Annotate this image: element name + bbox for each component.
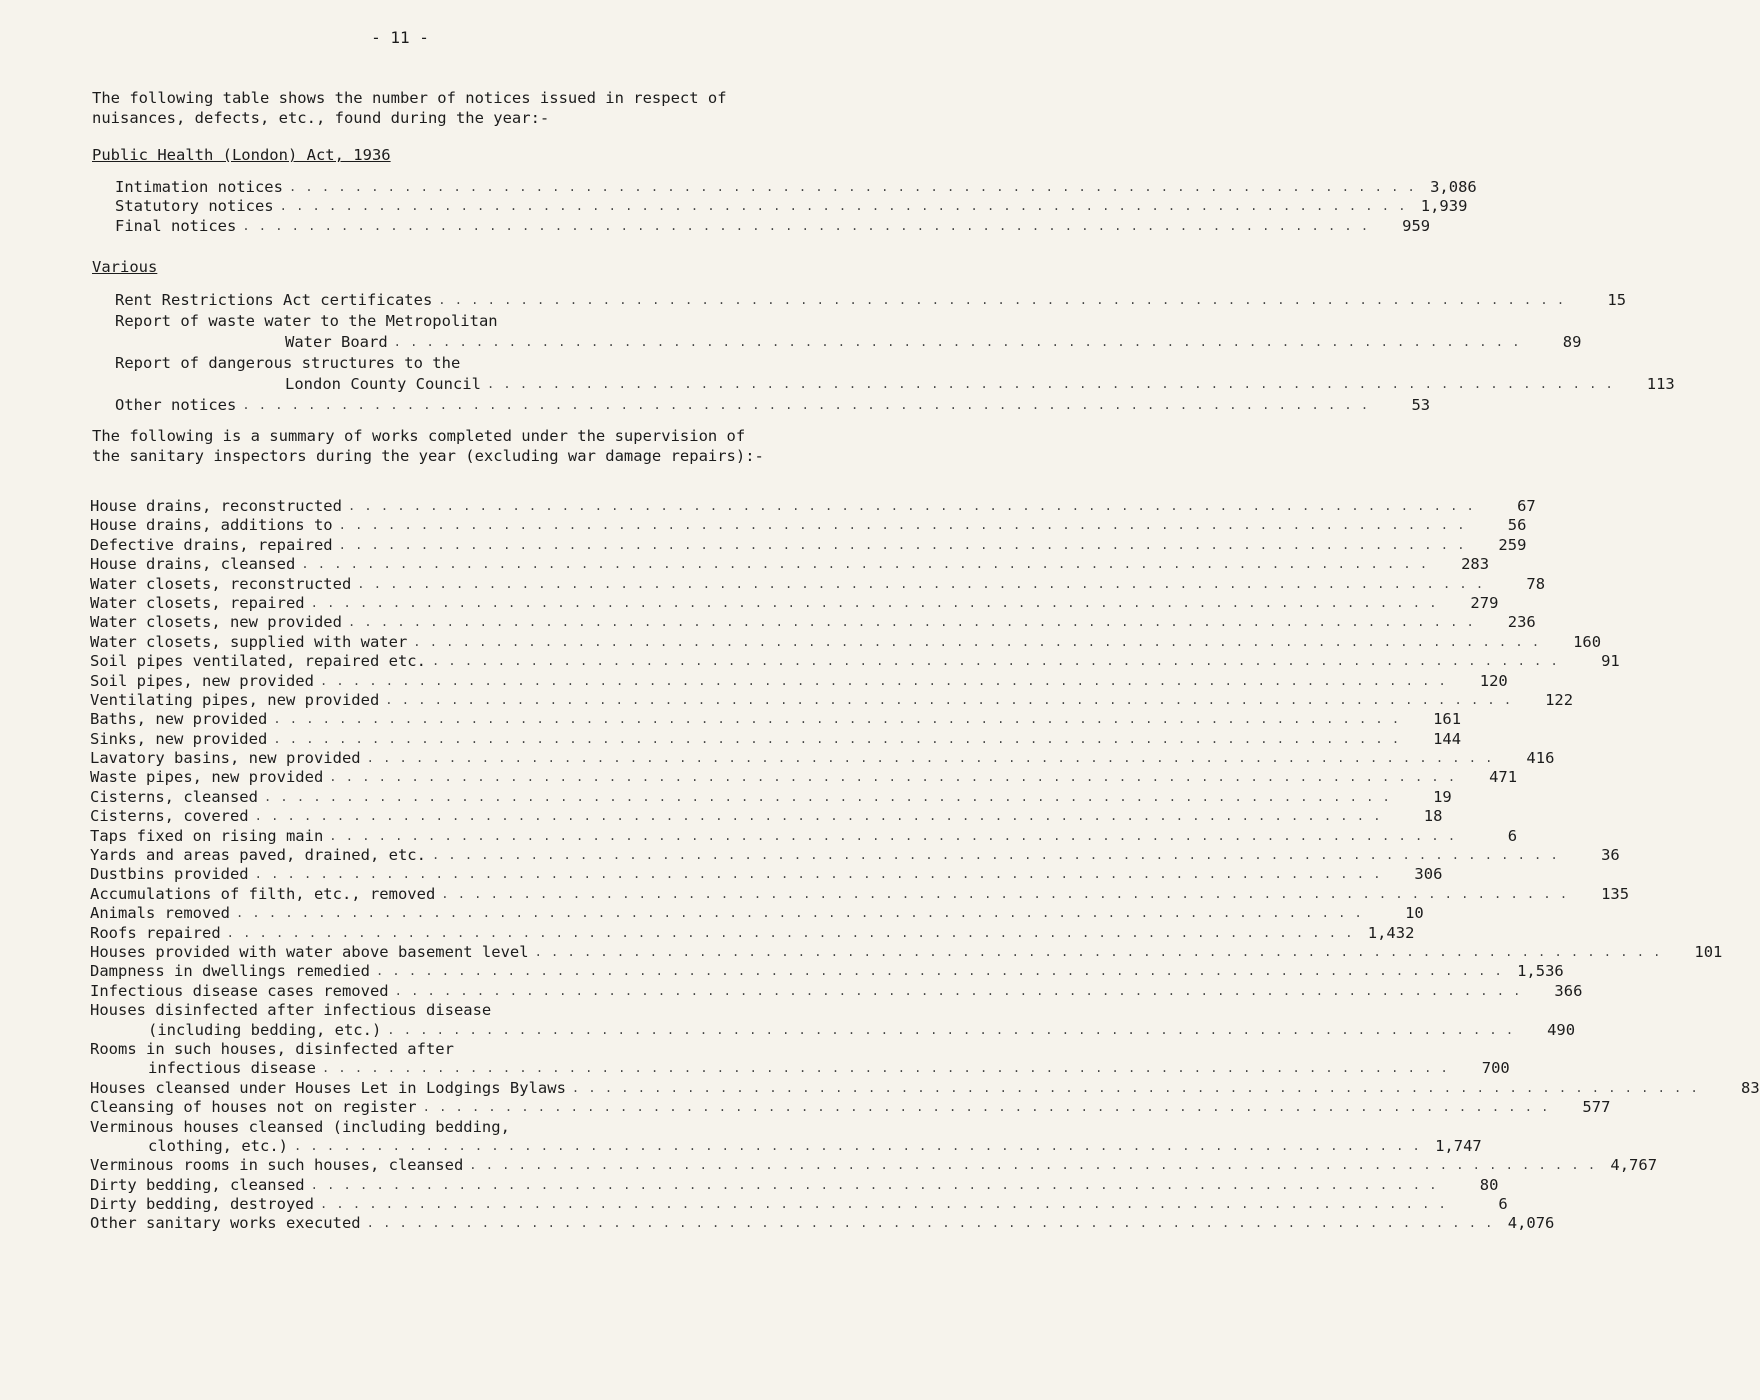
leader-dots: . . . . . . . . . . . . . . . . . . . . . . . . . . . . . . . . . . . . . . . . . . . . . . . . . . . . . . . . . . . . . . . . . . . . . <box>393 335 1521 349</box>
table-row <box>90 652 1620 671</box>
leader-dots: . . . . . . . . . . . . . . . . . . . . . . . . . . . . . . . . . . . . . . . . . . . . . . . . . . . . . . . . . . . . . . . . . . . . . <box>329 770 1457 785</box>
row-label: Other notices <box>115 396 237 414</box>
row-value: 490 <box>1547 1020 1576 1039</box>
summary-paragraph: The following is a summary of works completed under the supervision of the sanitary inspectors during the year (excluding war damage repairs):- <box>92 427 764 465</box>
row-value: 6 <box>1507 826 1518 845</box>
table-row <box>90 516 1527 535</box>
leader-dots: . . . . . . . . . . . . . . . . . . . . . . . . . . . . . . . . . . . . . . . . . . . . . . . . . . . . . . . . . . . . . . . . . . . . . <box>319 1197 1447 1212</box>
row-label: Water closets, repaired <box>90 593 305 612</box>
row-value: 259 <box>1498 535 1527 554</box>
row-value: 83 <box>1741 1078 1760 1097</box>
row-label: Lavatory basins, new provided <box>90 749 361 768</box>
table-row-label-line: Rooms in such houses, disinfected after <box>90 1039 454 1058</box>
table-row <box>90 923 1415 943</box>
leader-dots: . . . . . . . . . . . . . . . . . . . . . . . . . . . . . . . . . . . . . . . . . . . . . . . . . . . . . . . . . . . . . . . . . . . . . <box>338 537 1466 552</box>
table-row-label-line: Verminous houses cleansed (including bedding, <box>90 1117 510 1136</box>
various-table <box>115 290 1675 416</box>
table-row <box>90 535 1527 555</box>
row-value: 10 <box>1405 904 1424 923</box>
row-value: 959 <box>1402 216 1431 235</box>
row-label: House drains, additions to <box>90 516 333 535</box>
table-row <box>90 1059 1510 1078</box>
leader-dots: . . . . . . . . . . . . . . . . . . . . . . . . . . . . . . . . . . . . . . . . . . . . . . . . . . . . . . . . . . . . . . . . . . . . . <box>394 983 1522 998</box>
table-row <box>115 216 1431 236</box>
table-row <box>90 768 1518 787</box>
table-row <box>90 904 1424 923</box>
row-value: 89 <box>1562 333 1582 351</box>
row-value: 18 <box>1423 807 1443 826</box>
table-row <box>90 942 1723 962</box>
row-value: 80 <box>1479 1175 1499 1194</box>
table-row-label-line: Houses disinfected after infectious disease <box>90 1001 492 1020</box>
table-row <box>90 1195 1508 1214</box>
leader-dots: . . . . . . . . . . . . . . . . . . . . . . . . . . . . . . . . . . . . . . . . . . . . . . . . . . . . . . . . . . . . . . . . . . . . . <box>469 1158 1597 1173</box>
table-row <box>90 787 1452 807</box>
row-value: 144 <box>1433 729 1462 748</box>
various-heading: Various <box>92 258 158 276</box>
row-label: House drains, reconstructed <box>90 496 342 515</box>
row-label: (including bedding, etc.) <box>148 1020 382 1039</box>
row-value: 36 <box>1601 846 1620 865</box>
leader-dots: . . . . . . . . . . . . . . . . . . . . . . . . . . . . . . . . . . . . . . . . . . . . . . . . . . . . . . . . . . . . . . . . . . . . . <box>571 1080 1699 1095</box>
leader-dots: . . . . . . . . . . . . . . . . . . . . . . . . . . . . . . . . . . . . . . . . . . . . . . . . . . . . . . . . . . . . . . . . . . . . . <box>321 1061 1449 1076</box>
row-value: 279 <box>1470 593 1499 612</box>
row-value: 306 <box>1414 865 1443 884</box>
table-row <box>90 826 1518 846</box>
row-label: Accumulations of filth, etc., removed <box>90 884 436 903</box>
row-label: Sinks, new provided <box>90 729 268 748</box>
row-label: Water Board <box>285 333 388 351</box>
row-label: Statutory notices <box>115 197 274 216</box>
table-row <box>90 632 1602 652</box>
leader-dots: . . . . . . . . . . . . . . . . . . . . . . . . . . . . . . . . . . . . . . . . . . . . . . . . . . . . . . . . . . . . . . . . . . . . . <box>486 377 1614 391</box>
leader-dots: . . . . . . . . . . . . . . . . . . . . . . . . . . . . . . . . . . . . . . . . . . . . . . . . . . . . . . . . . . . . . . . . . . . . . <box>279 199 1407 214</box>
table-row <box>90 1078 1760 1098</box>
table-row <box>90 1214 1555 1233</box>
row-label: Animals removed <box>90 904 230 923</box>
row-value: 53 <box>1411 396 1431 414</box>
leader-dots: . . . . . . . . . . . . . . . . . . . . . . . . . . . . . . . . . . . . . . . . . . . . . . . . . . . . . . . . . . . . . . . . . . . . . <box>357 576 1485 591</box>
table-row <box>90 690 1574 710</box>
row-value: 1,747 <box>1435 1136 1482 1155</box>
intro-paragraph: The following table shows the number of notices issued in respect of nuisances, defects, etc., found during the year:- <box>92 89 727 127</box>
table-row <box>90 1098 1611 1117</box>
table-row <box>90 613 1536 632</box>
row-value: 416 <box>1526 749 1555 768</box>
public-health-heading: Public Health (London) Act, 1936 <box>92 146 391 164</box>
table-row <box>115 197 1468 216</box>
table-row <box>90 671 1508 691</box>
row-label: Cisterns, covered <box>90 807 249 826</box>
table-row <box>90 1020 1576 1040</box>
row-label: Yards and areas paved, drained, etc. <box>90 846 426 865</box>
table-row <box>90 807 1443 826</box>
row-value: 78 <box>1526 574 1546 593</box>
leader-dots: . . . . . . . . . . . . . . . . . . . . . . . . . . . . . . . . . . . . . . . . . . . . . . . . . . . . . . . . . . . . . . . . . . . . . <box>385 692 1513 707</box>
row-value: 91 <box>1601 652 1620 671</box>
leader-dots: . . . . . . . . . . . . . . . . . . . . . . . . . . . . . . . . . . . . . . . . . . . . . . . . . . . . . . . . . . . . . . . . . . . . . <box>534 944 1662 959</box>
leader-dots: . . . . . . . . . . . . . . . . . . . . . . . . . . . . . . . . . . . . . . . . . . . . . . . . . . . . . . . . . . . . . . . . . . . . . <box>366 1216 1494 1231</box>
row-value: 236 <box>1507 613 1536 632</box>
leader-dots: . . . . . . . . . . . . . . . . . . . . . . . . . . . . . . . . . . . . . . . . . . . . . . . . . . . . . . . . . . . . . . . . . . . . . <box>293 1138 1421 1153</box>
leader-dots: . . . . . . . . . . . . . . . . . . . . . . . . . . . . . . . . . . . . . . . . . . . . . . . . . . . . . . . . . . . . . . . . . . . . . <box>413 634 1541 649</box>
table-row <box>115 290 1627 311</box>
row-label: Dustbins provided <box>90 865 249 884</box>
row-label: Roofs repaired <box>90 923 221 942</box>
leader-dots: . . . . . . . . . . . . . . . . . . . . . . . . . . . . . . . . . . . . . . . . . . . . . . . . . . . . . . . . . . . . . . . . . . . . . <box>366 751 1494 766</box>
row-value: 4,767 <box>1610 1156 1658 1175</box>
table-row <box>90 729 1462 749</box>
leader-dots: . . . . . . . . . . . . . . . . . . . . . . . . . . . . . . . . . . . . . . . . . . . . . . . . . . . . . . . . . . . . . . . . . . . . . <box>263 789 1391 804</box>
leader-dots: . . . . . . . . . . . . . . . . . . . . . . . . . . . . . . . . . . . . . . . . . . . . . . . . . . . . . . . . . . . . . . . . . . . . . <box>288 179 1416 194</box>
row-label: clothing, etc.) <box>148 1136 288 1155</box>
table-row-label-line: Report of dangerous structures to the <box>115 354 461 372</box>
row-label: Ventilating pipes, new provided <box>90 690 380 709</box>
leader-dots: . . . . . . . . . . . . . . . . . . . . . . . . . . . . . . . . . . . . . . . . . . . . . . . . . . . . . . . . . . . . . . . . . . . . . <box>431 848 1559 863</box>
table-row <box>90 865 1443 884</box>
leader-dots: . . . . . . . . . . . . . . . . . . . . . . . . . . . . . . . . . . . . . . . . . . . . . . . . . . . . . . . . . . . . . . . . . . . . . <box>347 498 1475 513</box>
table-row <box>115 177 1477 197</box>
row-value: 15 <box>1607 291 1627 309</box>
row-value: 471 <box>1489 768 1518 787</box>
row-label: Rent Restrictions Act certificates <box>115 291 433 309</box>
leader-dots: . . . . . . . . . . . . . . . . . . . . . . . . . . . . . . . . . . . . . . . . . . . . . . . . . . . . . . . . . . . . . . . . . . . . . <box>242 398 1370 412</box>
row-value: 113 <box>1646 375 1675 393</box>
leader-dots: . . . . . . . . . . . . . . . . . . . . . . . . . . . . . . . . . . . . . . . . . . . . . . . . . . . . . . . . . . . . . . . . . . . . . <box>310 1177 1438 1192</box>
leader-dots: . . . . . . . . . . . . . . . . . . . . . . . . . . . . . . . . . . . . . . . . . . . . . . . . . . . . . . . . . . . . . . . . . . . . . <box>438 293 1566 307</box>
row-label: infectious disease <box>148 1059 316 1078</box>
row-value: 4,076 <box>1507 1214 1555 1233</box>
row-label: London County Council <box>285 375 481 393</box>
table-row <box>115 374 1675 395</box>
row-label: Dampness in dwellings remedied <box>90 962 370 981</box>
leader-dots: . . . . . . . . . . . . . . . . . . . . . . . . . . . . . . . . . . . . . . . . . . . . . . . . . . . . . . . . . . . . . . . . . . . . . <box>329 828 1457 843</box>
row-label: Water closets, reconstructed <box>90 574 352 593</box>
leader-dots: . . . . . . . . . . . . . . . . . . . . . . . . . . . . . . . . . . . . . . . . . . . . . . . . . . . . . . . . . . . . . . . . . . . . . <box>226 925 1354 940</box>
leader-dots: . . . . . . . . . . . . . . . . . . . . . . . . . . . . . . . . . . . . . . . . . . . . . . . . . . . . . . . . . . . . . . . . . . . . . <box>254 809 1382 824</box>
table-row <box>90 1136 1482 1156</box>
page-number: - 11 - <box>371 28 429 47</box>
row-label: Dirty bedding, cleansed <box>90 1175 305 1194</box>
leader-dots: . . . . . . . . . . . . . . . . . . . . . . . . . . . . . . . . . . . . . . . . . . . . . . . . . . . . . . . . . . . . . . . . . . . . . <box>310 595 1438 610</box>
table-row <box>90 574 1546 594</box>
leader-dots: . . . . . . . . . . . . . . . . . . . . . . . . . . . . . . . . . . . . . . . . . . . . . . . . . . . . . . . . . . . . . . . . . . . . . <box>431 654 1559 669</box>
row-value: 3,086 <box>1430 177 1477 196</box>
table-row <box>90 981 1583 1001</box>
table-row <box>90 749 1555 768</box>
table-row <box>90 1156 1658 1175</box>
row-value: 6 <box>1498 1195 1508 1214</box>
works-table <box>90 496 1760 1234</box>
table-row <box>90 496 1536 516</box>
leader-dots: . . . . . . . . . . . . . . . . . . . . . . . . . . . . . . . . . . . . . . . . . . . . . . . . . . . . . . . . . . . . . . . . . . . . . <box>254 867 1382 882</box>
row-label: Intimation notices <box>115 177 283 196</box>
leader-dots: . . . . . . . . . . . . . . . . . . . . . . . . . . . . . . . . . . . . . . . . . . . . . . . . . . . . . . . . . . . . . . . . . . . . . <box>319 673 1447 688</box>
leader-dots: . . . . . . . . . . . . . . . . . . . . . . . . . . . . . . . . . . . . . . . . . . . . . . . . . . . . . . . . . . . . . . . . . . . . . <box>422 1100 1550 1115</box>
row-value: 67 <box>1517 496 1536 515</box>
table-row <box>90 846 1620 865</box>
row-label: Baths, new provided <box>90 710 268 729</box>
row-label: Waste pipes, new provided <box>90 768 324 787</box>
leader-dots: . . . . . . . . . . . . . . . . . . . . . . . . . . . . . . . . . . . . . . . . . . . . . . . . . . . . . . . . . . . . . . . . . . . . . <box>235 906 1363 921</box>
leader-dots: . . . . . . . . . . . . . . . . . . . . . . . . . . . . . . . . . . . . . . . . . . . . . . . . . . . . . . . . . . . . . . . . . . . . . <box>338 518 1466 533</box>
row-label: Houses provided with water above basement level <box>90 942 529 961</box>
table-row-label-line: Report of waste water to the Metropolitan <box>115 312 498 330</box>
row-label: Soil pipes ventilated, repaired etc. <box>90 652 426 671</box>
row-label: Houses cleansed under Houses Let in Lodgings Bylaws <box>90 1078 566 1097</box>
leader-dots: . . . . . . . . . . . . . . . . . . . . . . . . . . . . . . . . . . . . . . . . . . . . . . . . . . . . . . . . . . . . . . . . . . . . . <box>273 731 1401 746</box>
leader-dots: . . . . . . . . . . . . . . . . . . . . . . . . . . . . . . . . . . . . . . . . . . . . . . . . . . . . . . . . . . . . . . . . . . . . . <box>242 218 1370 233</box>
leader-dots: . . . . . . . . . . . . . . . . . . . . . . . . . . . . . . . . . . . . . . . . . . . . . . . . . . . . . . . . . . . . . . . . . . . . . <box>387 1022 1515 1037</box>
row-label: Dirty bedding, destroyed <box>90 1195 314 1214</box>
row-value: 366 <box>1554 981 1583 1000</box>
row-label: Water closets, new provided <box>90 613 342 632</box>
row-value: 160 <box>1573 632 1602 651</box>
row-value: 161 <box>1433 710 1462 729</box>
row-label: Cisterns, cleansed <box>90 787 258 806</box>
row-label: Taps fixed on rising main <box>90 826 324 845</box>
leader-dots: . . . . . . . . . . . . . . . . . . . . . . . . . . . . . . . . . . . . . . . . . . . . . . . . . . . . . . . . . . . . . . . . . . . . . <box>273 712 1401 727</box>
row-label: Water closets, supplied with water <box>90 632 408 651</box>
row-label: Defective drains, repaired <box>90 535 333 554</box>
table-row <box>90 710 1462 729</box>
row-value: 56 <box>1507 516 1527 535</box>
table-row <box>90 884 1630 904</box>
table-row <box>90 593 1499 613</box>
row-value: 101 <box>1694 942 1723 961</box>
row-value: 283 <box>1461 555 1490 574</box>
row-value: 577 <box>1582 1098 1611 1117</box>
table-row <box>90 962 1564 981</box>
row-label: Infectious disease cases removed <box>90 981 389 1000</box>
row-label: Verminous rooms in such houses, cleansed <box>90 1156 464 1175</box>
row-value: 1,432 <box>1367 923 1415 942</box>
row-value: 135 <box>1601 884 1630 903</box>
table-row <box>90 1175 1499 1195</box>
row-value: 19 <box>1433 787 1452 806</box>
row-value: 122 <box>1545 690 1574 709</box>
leader-dots: . . . . . . . . . . . . . . . . . . . . . . . . . . . . . . . . . . . . . . . . . . . . . . . . . . . . . . . . . . . . . . . . . . . . . <box>301 557 1429 572</box>
leader-dots: . . . . . . . . . . . . . . . . . . . . . . . . . . . . . . . . . . . . . . . . . . . . . . . . . . . . . . . . . . . . . . . . . . . . . <box>347 615 1475 630</box>
public-health-table <box>115 177 1477 236</box>
row-label: Soil pipes, new provided <box>90 671 314 690</box>
row-label: House drains, cleansed <box>90 555 296 574</box>
leader-dots: . . . . . . . . . . . . . . . . . . . . . . . . . . . . . . . . . . . . . . . . . . . . . . . . . . . . . . . . . . . . . . . . . . . . . <box>441 886 1569 901</box>
table-row <box>115 395 1431 416</box>
row-value: 700 <box>1481 1059 1510 1078</box>
row-label: Other sanitary works executed <box>90 1214 361 1233</box>
row-value: 1,939 <box>1420 197 1468 216</box>
table-row <box>115 332 1582 353</box>
leader-dots: . . . . . . . . . . . . . . . . . . . . . . . . . . . . . . . . . . . . . . . . . . . . . . . . . . . . . . . . . . . . . . . . . . . . . <box>375 964 1503 979</box>
table-row <box>90 555 1490 574</box>
row-value: 1,536 <box>1517 962 1564 981</box>
row-label: Cleansing of houses not on register <box>90 1098 417 1117</box>
row-label: Final notices <box>115 216 237 235</box>
row-value: 120 <box>1479 671 1508 690</box>
